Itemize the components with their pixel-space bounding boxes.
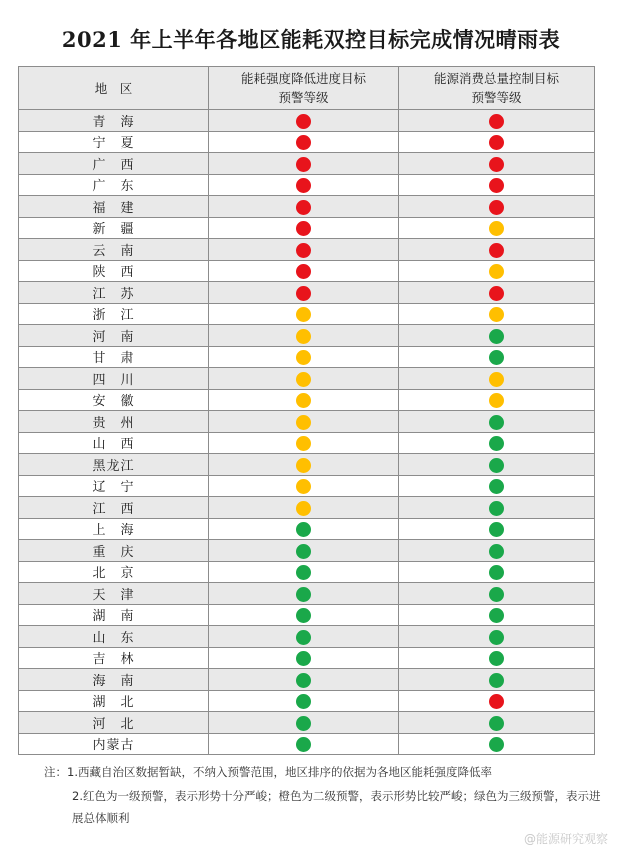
header-total [399,67,595,110]
green-dot-icon [489,651,504,666]
region-cell: 湖 北 [19,690,209,712]
green-dot-icon [489,565,504,580]
total-level-cell [399,325,595,347]
header-total-line-2: 预警等级 [471,90,522,105]
region-cell: 浙 江 [19,303,209,325]
red-dot-icon [296,157,311,172]
watermark: @能源研究观察 [523,832,608,846]
table-row [19,282,595,304]
table-row [19,669,595,691]
region-cell: 贵 州 [19,411,209,433]
region-cell: 上 海 [19,518,209,540]
green-dot-icon [489,436,504,451]
region-cell: 海 南 [19,669,209,691]
orange-dot-icon [489,372,504,387]
region-cell: 辽 宁 [19,475,209,497]
red-dot-icon [489,243,504,258]
table-row [19,411,595,433]
total-level-cell [399,561,595,583]
green-dot-icon [296,544,311,559]
footnote-1: 注：1.西藏自治区数据暂缺，不纳入预警范围，地区排序的依据为各地区能耗强度降低率 [44,765,492,779]
intensity-level-cell [209,432,399,454]
table-row [19,540,595,562]
header-total-line-1: 能源消费总量控制目标 [433,71,559,86]
orange-dot-icon [296,350,311,365]
table-row [19,497,595,519]
intensity-level-cell [209,217,399,239]
table-row [19,475,595,497]
orange-dot-icon [489,264,504,279]
region-cell: 河 南 [19,325,209,347]
intensity-level-cell [209,561,399,583]
green-dot-icon [296,630,311,645]
page-title: 2021 年上半年各地区能耗双控目标完成情况晴雨表 [61,27,561,52]
green-dot-icon [489,608,504,623]
green-dot-icon [296,522,311,537]
region-cell: 黑龙江 [19,454,209,476]
red-dot-icon [489,135,504,150]
region-cell: 陕 西 [19,260,209,282]
green-dot-icon [296,587,311,602]
table-row [19,518,595,540]
red-dot-icon [489,114,504,129]
table-row [19,239,595,261]
table-row [19,217,595,239]
orange-dot-icon [296,501,311,516]
footnote-2: 2.红色为一级预警，表示形势十分严峻；橙色为二级预警，表示形势比较严峻；绿色为三级预警，表示进展总体顺利 [72,789,601,825]
intensity-level-cell [209,475,399,497]
intensity-level-cell [209,131,399,153]
green-dot-icon [489,544,504,559]
green-dot-icon [489,479,504,494]
table-row [19,110,595,132]
orange-dot-icon [296,307,311,322]
intensity-level-cell [209,626,399,648]
green-dot-icon [296,737,311,752]
region-cell: 重 庆 [19,540,209,562]
table-row [19,368,595,390]
region-cell: 山 东 [19,626,209,648]
table-row [19,712,595,734]
red-dot-icon [489,157,504,172]
green-dot-icon [296,716,311,731]
warning-table [18,66,595,755]
table-row [19,454,595,476]
intensity-level-cell [209,669,399,691]
intensity-level-cell [209,389,399,411]
table-row [19,174,595,196]
green-dot-icon [489,737,504,752]
intensity-level-cell [209,604,399,626]
total-level-cell [399,346,595,368]
intensity-level-cell [209,303,399,325]
total-level-cell [399,432,595,454]
intensity-level-cell [209,518,399,540]
intensity-level-cell [209,540,399,562]
orange-dot-icon [489,307,504,322]
total-level-cell [399,669,595,691]
green-dot-icon [489,716,504,731]
total-level-cell [399,583,595,605]
table-row [19,196,595,218]
total-level-cell [399,626,595,648]
red-dot-icon [296,243,311,258]
header-region: 地 区 [19,67,209,110]
region-cell: 安 徽 [19,389,209,411]
header-intensity [209,67,399,110]
orange-dot-icon [489,393,504,408]
green-dot-icon [489,587,504,602]
total-level-cell [399,475,595,497]
region-cell: 云 南 [19,239,209,261]
intensity-level-cell [209,454,399,476]
intensity-level-cell [209,583,399,605]
total-level-cell [399,454,595,476]
red-dot-icon [296,135,311,150]
region-cell: 广 东 [19,174,209,196]
region-cell: 广 西 [19,153,209,175]
red-dot-icon [296,264,311,279]
red-dot-icon [296,200,311,215]
orange-dot-icon [296,372,311,387]
table-row [19,647,595,669]
green-dot-icon [489,329,504,344]
red-dot-icon [489,178,504,193]
total-level-cell [399,368,595,390]
orange-dot-icon [296,393,311,408]
green-dot-icon [489,501,504,516]
intensity-level-cell [209,282,399,304]
table-row [19,325,595,347]
header-intensity-line-1: 能耗强度降低进度目标 [240,71,366,86]
region-cell: 湖 南 [19,604,209,626]
table-row [19,690,595,712]
total-level-cell [399,604,595,626]
region-cell: 北 京 [19,561,209,583]
intensity-level-cell [209,239,399,261]
green-dot-icon [489,522,504,537]
header-intensity-line-2: 预警等级 [278,90,329,105]
total-level-cell [399,497,595,519]
total-level-cell [399,282,595,304]
green-dot-icon [296,608,311,623]
green-dot-icon [489,458,504,473]
green-dot-icon [489,415,504,430]
region-cell: 四 川 [19,368,209,390]
red-dot-icon [296,178,311,193]
green-dot-icon [296,673,311,688]
red-dot-icon [296,286,311,301]
total-level-cell [399,389,595,411]
intensity-level-cell [209,110,399,132]
intensity-level-cell [209,325,399,347]
region-cell: 江 苏 [19,282,209,304]
total-level-cell [399,411,595,433]
region-cell: 青 海 [19,110,209,132]
intensity-level-cell [209,733,399,755]
orange-dot-icon [489,221,504,236]
intensity-level-cell [209,346,399,368]
table-row [19,131,595,153]
region-cell: 吉 林 [19,647,209,669]
total-level-cell [399,131,595,153]
green-dot-icon [296,694,311,709]
total-level-cell [399,174,595,196]
intensity-level-cell [209,647,399,669]
table-row [19,389,595,411]
region-cell: 福 建 [19,196,209,218]
green-dot-icon [296,565,311,580]
total-level-cell [399,690,595,712]
green-dot-icon [296,651,311,666]
total-level-cell [399,239,595,261]
table-row [19,432,595,454]
intensity-level-cell [209,690,399,712]
table-row [19,260,595,282]
intensity-level-cell [209,411,399,433]
orange-dot-icon [296,479,311,494]
table-row [19,153,595,175]
table-body [19,110,595,755]
total-level-cell [399,540,595,562]
table-row [19,561,595,583]
intensity-level-cell [209,260,399,282]
intensity-level-cell [209,196,399,218]
orange-dot-icon [296,458,311,473]
total-level-cell [399,110,595,132]
total-level-cell [399,196,595,218]
region-cell: 天 津 [19,583,209,605]
intensity-level-cell [209,712,399,734]
region-cell: 江 西 [19,497,209,519]
green-dot-icon [489,350,504,365]
orange-dot-icon [296,329,311,344]
table-row [19,583,595,605]
red-dot-icon [489,286,504,301]
green-dot-icon [489,673,504,688]
table-row [19,346,595,368]
region-cell: 河 北 [19,712,209,734]
total-level-cell [399,153,595,175]
red-dot-icon [296,114,311,129]
red-dot-icon [296,221,311,236]
region-cell: 内蒙古 [19,733,209,755]
total-level-cell [399,260,595,282]
region-cell: 新 疆 [19,217,209,239]
region-cell: 山 西 [19,432,209,454]
total-level-cell [399,712,595,734]
red-dot-icon [489,694,504,709]
region-cell: 甘 肃 [19,346,209,368]
table-row [19,604,595,626]
orange-dot-icon [296,415,311,430]
intensity-level-cell [209,153,399,175]
table-row [19,626,595,648]
green-dot-icon [489,630,504,645]
red-dot-icon [489,200,504,215]
intensity-level-cell [209,368,399,390]
total-level-cell [399,647,595,669]
region-cell: 宁 夏 [19,131,209,153]
orange-dot-icon [296,436,311,451]
total-level-cell [399,303,595,325]
total-level-cell [399,518,595,540]
table-row [19,733,595,755]
table-row [19,303,595,325]
intensity-level-cell [209,174,399,196]
total-level-cell [399,733,595,755]
table-header-row [19,67,595,110]
total-level-cell [399,217,595,239]
intensity-level-cell [209,497,399,519]
